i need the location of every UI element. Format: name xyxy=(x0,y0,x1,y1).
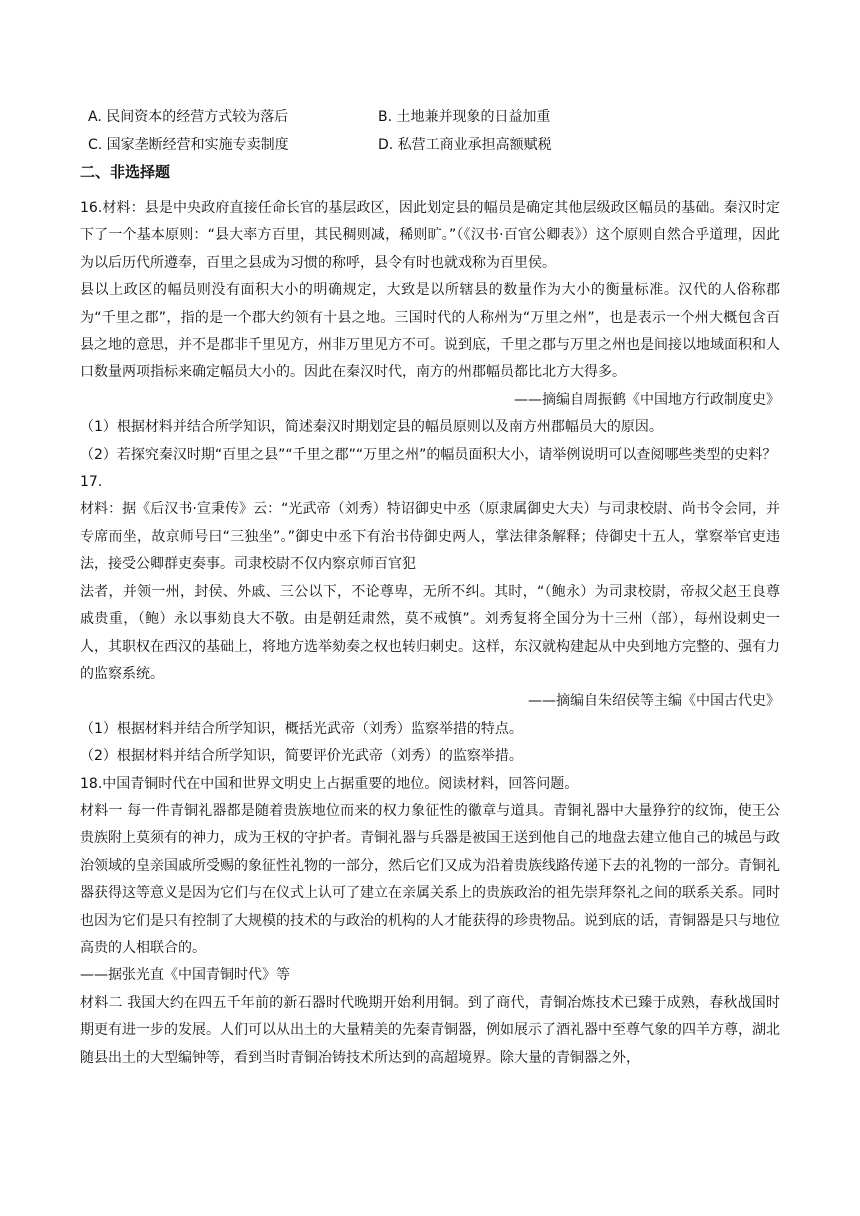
choice-d[interactable]: D. 私营工商业承担高额赋税 xyxy=(378,137,552,153)
q16-material-2: 县以上政区的幅员则没有面积大小的明确规定，大致是以所辖县的数量作为大小的衡量标准。汉代的人俗称郡为“千里之郡”，指的是一个郡大约领有十县之地。三国时代的人称州为“万里之州”，也是表示一个州大概包含百县之地的意思，并不是郡非千里见方，州非万里见方不可。说到底，千里之郡与万里之州也是间接以地域面积和人口数量两项指标来确定幅员大小的。因此在秦汉时代，南方的州郡幅员都比北方大得多。 xyxy=(80,282,780,381)
q18-material-1: 材料一 每一件青铜礼器都是随着贵族地位而来的权力象征性的徽章与道具。青铜礼器中大量狰狞的纹饰，使王公贵族附上莫须有的神力，成为王权的守护者。青铜礼器与兵器是被国王送到他自己的地盘去建立他自己的城邑与政治领域的皇亲国戚所受赐的象征性礼物的一部分，然后它们又成为沿着贵族线路传递下去的礼物的一部分。青铜礼器获得这等意义是因为它们与在仪式上认可了建立在亲属关系上的贵族政治的祖先崇拜祭礼之间的联系关系。同时也因为它们是只有控制了大规模的技术的与政治的机构的人才能获得的珍贵物品。说到底的话，青铜器是只与地位高贵的人相联合的。 xyxy=(80,802,780,956)
choice-a[interactable]: A. 民间资本的经营方式较为落后 xyxy=(88,109,289,125)
q17-material-1: 材料：据《后汉书·宣秉传》云：“光武帝（刘秀）特诏御史中丞（原隶属御史大夫）与司隶校尉、尚书令会同，并专席而坐，故京师号曰“三独坐”。”御史中丞下有治书侍御史两人，掌法律条解释；侍御史十五人，掌察举官吏违法，接受公卿群吏奏事。司隶校尉不仅内察京师百官犯 xyxy=(80,501,780,573)
choice-row xyxy=(88,131,788,159)
choice-b[interactable]: B. 土地兼并现象的日益加重 xyxy=(378,109,551,125)
q17-source: ——摘编自朱绍侯等主编《中国古代史》 xyxy=(528,693,780,710)
q17-material-2: 法者，并领一州，封侯、外戚、三公以下，不论尊卑，无所不纠。其时，“（鲍永）为司隶校尉，帝叔父赵王良尊戚贵重，（鲍）永以事劾良大不敬。由是朝廷肃然，莫不戒慎”。刘秀复将全国分为十三州（部），每州设刺史一人，其职权在西汉的基础上，将地方选举劾奏之权也转归刺史。这样，东汉就构建起从中央到地方完整的、强有力的监察系统。 xyxy=(80,583,780,682)
q18-material-2: 材料二 我国大约在四五千年前的新石器时代晚期开始利用铜。到了商代，青铜冶炼技术已臻于成熟，春秋战国时期更有进一步的发展。人们可以从出土的大量精美的先秦青铜器，例如展示了酒礼器中至尊气象的四羊方尊，湖北随县出土的大型编钟等，看到当时青铜冶铸技术所达到的高超境界。除大量的青铜器之外， xyxy=(80,994,780,1066)
question-body xyxy=(80,195,780,1072)
choice-options xyxy=(88,103,788,159)
q16-subquestion-1: （1）根据材料并结合所学知识，简述秦汉时期划定县的幅员原则以及南方州郡幅员大的原因。 xyxy=(80,419,663,436)
q17-number: 17. xyxy=(80,474,103,491)
q18-intro: 18.中国青铜时代在中国和世界文明史上占据重要的地位。阅读材料，回答问题。 xyxy=(80,775,579,792)
q16-material-1: 16.材料：县是中央政府直接任命长官的基层政区，因此划定县的幅员是确定其他层级政区幅员的基础。秦汉时定下了一个基本原则：“县大率方百里，其民稠则减，稀则旷。”（《汉书·百官公卿表》）这个原则自然合乎道理，因此为以后历代所遵奉，百里之县成为习惯的称呼，县令有时也就戏称为百里侯。 xyxy=(80,200,780,271)
q18-material-1-source: ——据张光直《中国青铜时代》等 xyxy=(80,967,290,984)
q16-subquestion-2: （2）若探究秦汉时期“百里之县”“千里之郡”“万里之州”的幅员面积大小，请举例说明可以查阅哪些类型的史料？ xyxy=(80,446,777,463)
section-title: 二、非选择题 xyxy=(80,163,171,181)
q17-subquestion-2: （2）根据材料并结合所学知识，简要评价光武帝（刘秀）的监察举措。 xyxy=(80,748,523,765)
choice-c[interactable]: C. 国家垄断经营和实施专卖制度 xyxy=(88,137,289,153)
choice-row xyxy=(88,103,788,131)
q16-source: ——摘编自周振鹤《中国地方行政制度史》 xyxy=(514,391,780,408)
q17-subquestion-1: （1）根据材料并结合所学知识，概括光武帝（刘秀）监察举措的特点。 xyxy=(80,720,523,737)
